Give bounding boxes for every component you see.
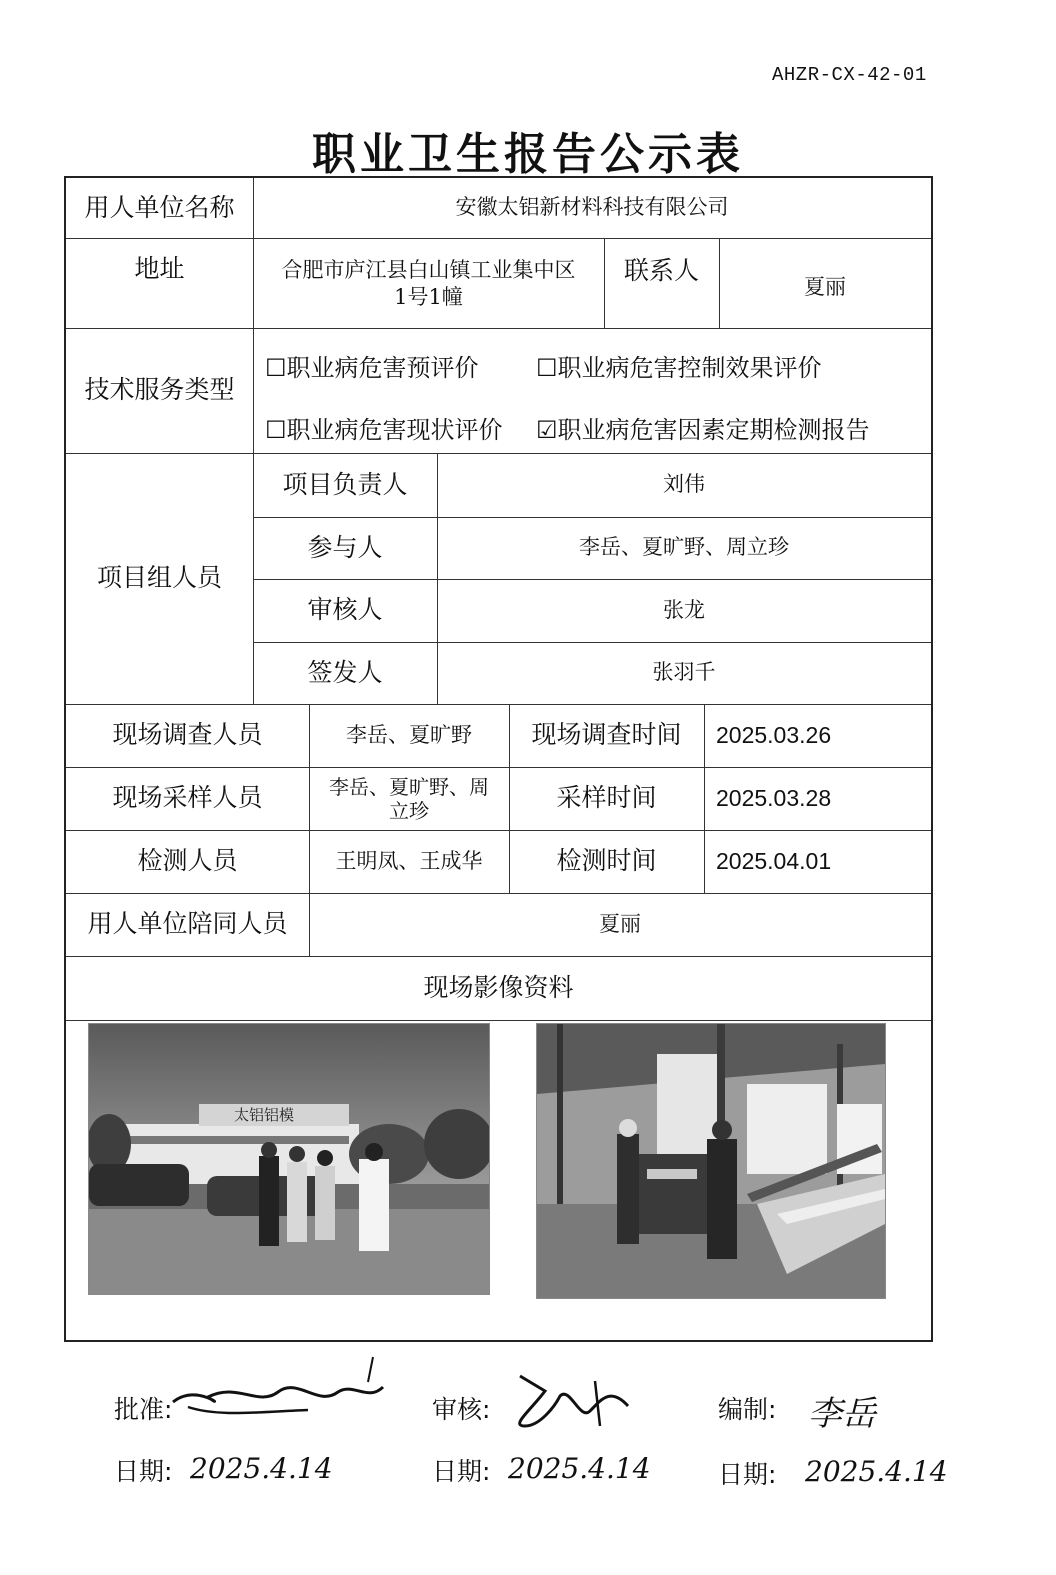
team-role-issuer: 签发人 [307,657,383,687]
service-type-label: 技术服务类型 [84,375,235,405]
contact-name: 夏丽 [804,275,846,300]
escort-name: 夏丽 [599,911,641,936]
address-line1: 合肥市庐江县白山镇工业集中区 [281,257,576,282]
testing-staff-label: 检测人员 [137,846,238,876]
sampling-time-label: 采样时间 [556,783,657,813]
employer-label: 用人单位名称 [84,192,235,222]
approve-label: 批准: [114,1395,173,1424]
team-name-lead: 刘伟 [663,472,705,497]
checkbox-unchecked-icon[interactable]: ☐ [536,354,558,382]
approver-signature [168,1352,388,1432]
sampling-time: 2025.03.28 [716,784,832,811]
sampling-staff-label: 现场采样人员 [112,783,263,813]
team-name-reviewer: 张龙 [663,597,705,622]
site-images-label: 现场影像资料 [423,972,574,1002]
review-label: 审核: [432,1395,491,1424]
page-title: 职业卫生报告公示表 [312,129,744,180]
employer-name: 安徽太铝新材料科技有限公司 [455,195,729,220]
workshop-photo-image [537,1024,885,1298]
contact-label: 联系人 [623,255,699,285]
team-name-participants: 李岳、夏旷野、周立珍 [579,535,789,560]
survey-time-label: 现场调查时间 [531,720,682,750]
survey-staff: 李岳、夏旷野 [346,722,472,747]
team-role-participants: 参与人 [307,532,383,562]
document-code: AHZR-CX-42-01 [772,64,927,86]
address-value [253,250,604,318]
service-option-pre-evaluation[interactable]: ☐职业病危害预评价 [265,354,479,382]
survey-staff-label: 现场调查人员 [112,720,263,750]
sampling-staff: 李岳、夏旷野、周 立珍 [329,774,489,823]
checkbox-unchecked-icon[interactable]: ☐ [265,354,287,382]
service-option-control-effect[interactable]: ☐职业病危害控制效果评价 [536,354,822,382]
checkbox-unchecked-icon[interactable]: ☐ [265,416,287,444]
factory-sign-text: 太铝铝模 [234,1106,295,1124]
outdoor-photo-image [89,1024,489,1294]
report-table [64,176,933,1342]
address-line2: 1号1幢 [394,285,463,309]
prepare-label: 编制: [718,1395,777,1424]
date-label-prepare: 日期: [718,1460,777,1489]
site-photo-outdoor [88,1023,490,1295]
review-date: 2025.4.14 [508,1452,651,1485]
address-label: 地址 [134,253,185,283]
survey-time: 2025.03.26 [716,721,832,748]
team-name-issuer: 张羽千 [652,660,716,685]
testing-time: 2025.04.01 [716,847,832,874]
checkbox-checked-icon[interactable]: ☑ [536,416,558,444]
reviewer-signature [500,1366,640,1436]
preparer-signature: 李岳 [808,1394,876,1434]
prepare-date: 2025.4.14 [805,1455,948,1488]
service-option-status-evaluation[interactable]: ☐职业病危害现状评价 [265,416,503,444]
team-label: 项目组人员 [96,563,222,593]
testing-staff: 王明凤、王成华 [335,848,483,873]
team-role-reviewer: 审核人 [307,595,383,625]
testing-time-label: 检测时间 [556,846,657,876]
team-role-lead: 项目负责人 [282,469,408,499]
date-label-review: 日期: [432,1457,491,1486]
approve-date: 2025.4.14 [190,1452,333,1485]
escort-label: 用人单位陪同人员 [87,909,288,939]
date-label-approve: 日期: [114,1457,173,1486]
service-option-periodic-detection[interactable]: ☑职业病危害因素定期检测报告 [536,416,870,444]
site-photo-workshop [536,1023,886,1299]
